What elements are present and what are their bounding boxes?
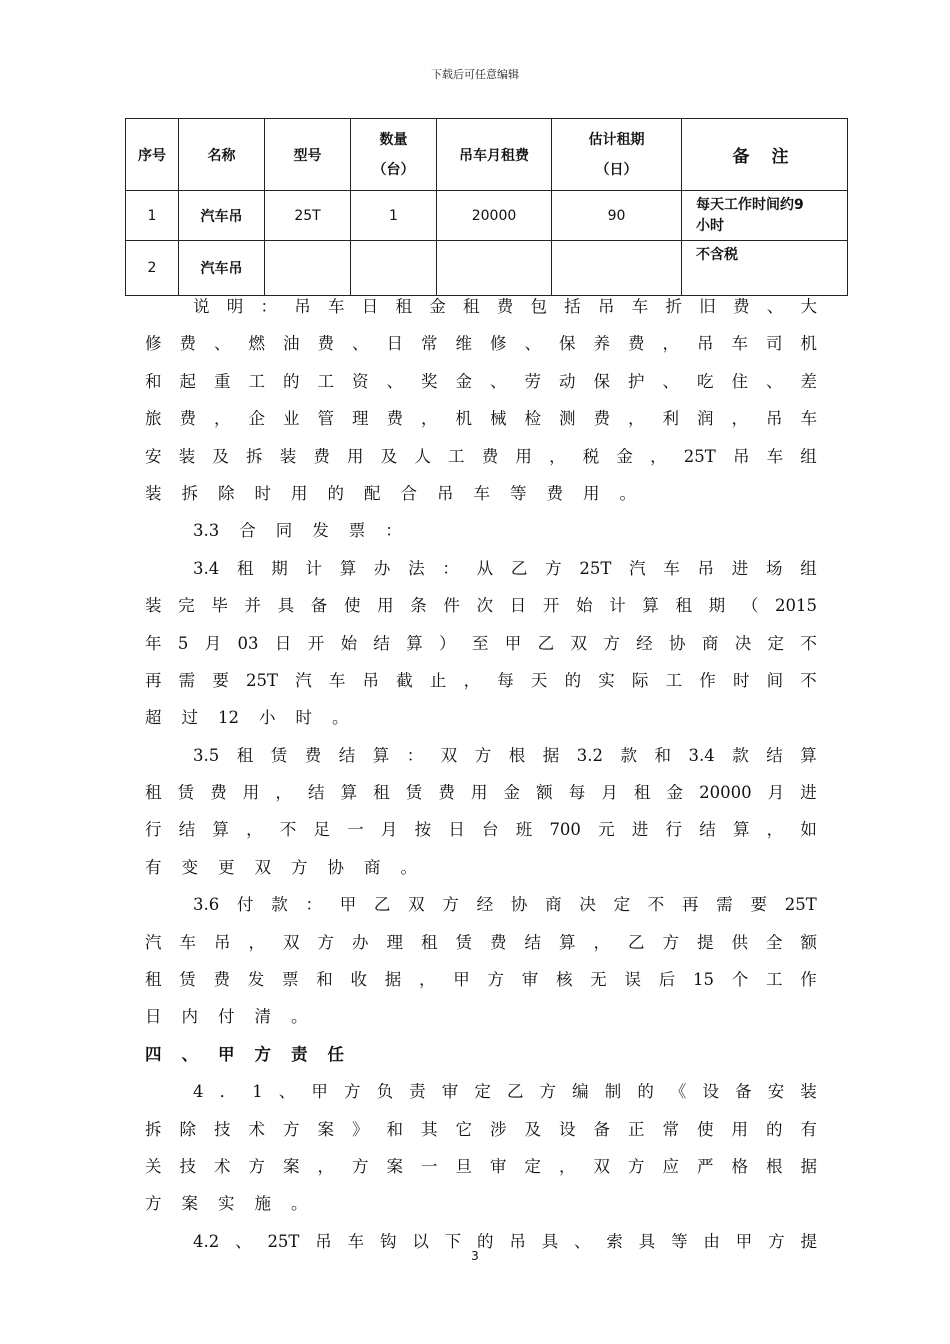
text-line: 3.3 合 同 发 票 ： [193,521,402,541]
cell-qty: 1 [351,191,437,241]
cell-period: 90 [552,191,682,241]
header-qty-line2: （台） [372,161,415,178]
text-line: 4 ． 1 、 甲 方 负 责 审 定 乙 方 编 制 的 《 设 备 安 装 [193,1082,817,1102]
header-seq: 序号 [126,119,179,191]
text-line: 汽 车 吊 ， 双 方 办 理 租 赁 费 结 算 ， 乙 方 提 供 全 额 [145,932,817,952]
text-line: 年 5 月 03 日 开 始 结 算 ） 至 甲 乙 双 方 经 协 商 决 定 不 [145,633,817,653]
header-period-line2: （日） [595,161,638,178]
header-model: 型号 [265,119,351,191]
cell-seq: 2 [126,241,179,296]
text-line: 日 内 付 清 。 [145,1007,308,1027]
cell-remark-line1: 每天工作时间约9 [696,196,804,213]
text-line: 和 起 重 工 的 工 资 、 奖 金 、 劳 动 保 护 、 吃 住 、 差 [145,371,817,391]
table-row [126,191,848,241]
rental-table [125,118,848,296]
text-line: 关 技 术 方 案 ， 方 案 一 旦 审 定 ， 双 方 应 严 格 根 据 [145,1156,817,1176]
table-header-row [126,119,848,191]
cell-name: 汽车吊 [179,241,265,296]
header-qty-line1: 数量 [379,131,408,148]
page-header: 下载后可任意编辑 [431,68,519,81]
text-line: 租 赁 费 发 票 和 收 据 ， 甲 方 审 核 无 误 后 15 个 工 作 [145,970,817,990]
text-line: 装 拆 除 时 用 的 配 合 吊 车 等 费 用 。 [145,483,636,503]
text-line: 装 完 毕 并 具 备 使 用 条 件 次 日 开 始 计 算 租 期 （ 2015 [145,596,817,616]
header-name: 名称 [179,119,265,191]
page-number: 3 [471,1249,479,1263]
cell-remark-line1: 不含税 [696,247,738,263]
header-period [552,119,682,191]
cell-remark-line2: 小时 [696,217,724,234]
text-line: 4.2 、 25T 吊 车 钩 以 下 的 吊 具 、 索 具 等 由 甲 方 提 [193,1231,817,1251]
text-line: 3.4 租 期 计 算 办 法 ： 从 乙 方 25T 汽 车 吊 进 场 组 [193,558,817,578]
text-line: 方 案 实 施 。 [145,1194,308,1214]
header-qty [351,119,437,191]
text-line: 安 装 及 拆 装 费 用 及 人 工 费 用 ， 税 金 ， 25T 吊 车 组 [145,446,817,466]
text-line: 说 明 ： 吊 车 日 租 金 租 费 包 括 吊 车 折 旧 费 、 大 [193,297,817,316]
body-text [145,288,817,1260]
header-monthly-fee: 吊车月租费 [437,119,552,191]
cell-seq: 1 [126,191,179,241]
cell-name: 汽车吊 [179,191,265,241]
text-line: 有 变 更 双 方 协 商 。 [145,857,417,877]
text-line: 租 赁 费 用 ， 结 算 租 赁 费 用 金 额 每 月 租 金 20000 月 进 [145,783,817,803]
cell-model: 25T [265,191,351,241]
text-line: 3.5 租 赁 费 结 算 ： 双 方 根 据 3.2 款 和 3.4 款 结 算 [193,745,817,765]
text-line: 拆 除 技 术 方 案 》 和 其 它 涉 及 设 备 正 常 使 用 的 有 [145,1119,817,1139]
text-line: 行 结 算 ， 不 足 一 月 按 日 台 班 700 元 进 行 结 算 ， 如 [145,820,817,840]
text-line: 修 费 、 燃 油 费 、 日 常 维 修 、 保 养 费 ， 吊 车 司 机 [145,334,817,354]
section-heading: 四 、 甲 方 责 任 [145,1044,344,1064]
text-line: 再 需 要 25T 汽 车 吊 截 止 ， 每 天 的 实 际 工 作 时 间 不 [145,670,817,690]
text-line: 超 过 12 小 时 。 [145,708,349,728]
text-line: 3.6 付 款 ： 甲 乙 双 方 经 协 商 决 定 不 再 需 要 25T [193,895,817,915]
cell-monthly-fee: 20000 [437,191,552,241]
cell-remark [682,191,848,241]
header-remark: 备 注 [682,119,848,191]
text-line: 旅 费 ， 企 业 管 理 费 ， 机 械 检 测 费 ， 利 润 ， 吊 车 [145,409,817,429]
header-period-line1: 估计租期 [588,131,645,148]
